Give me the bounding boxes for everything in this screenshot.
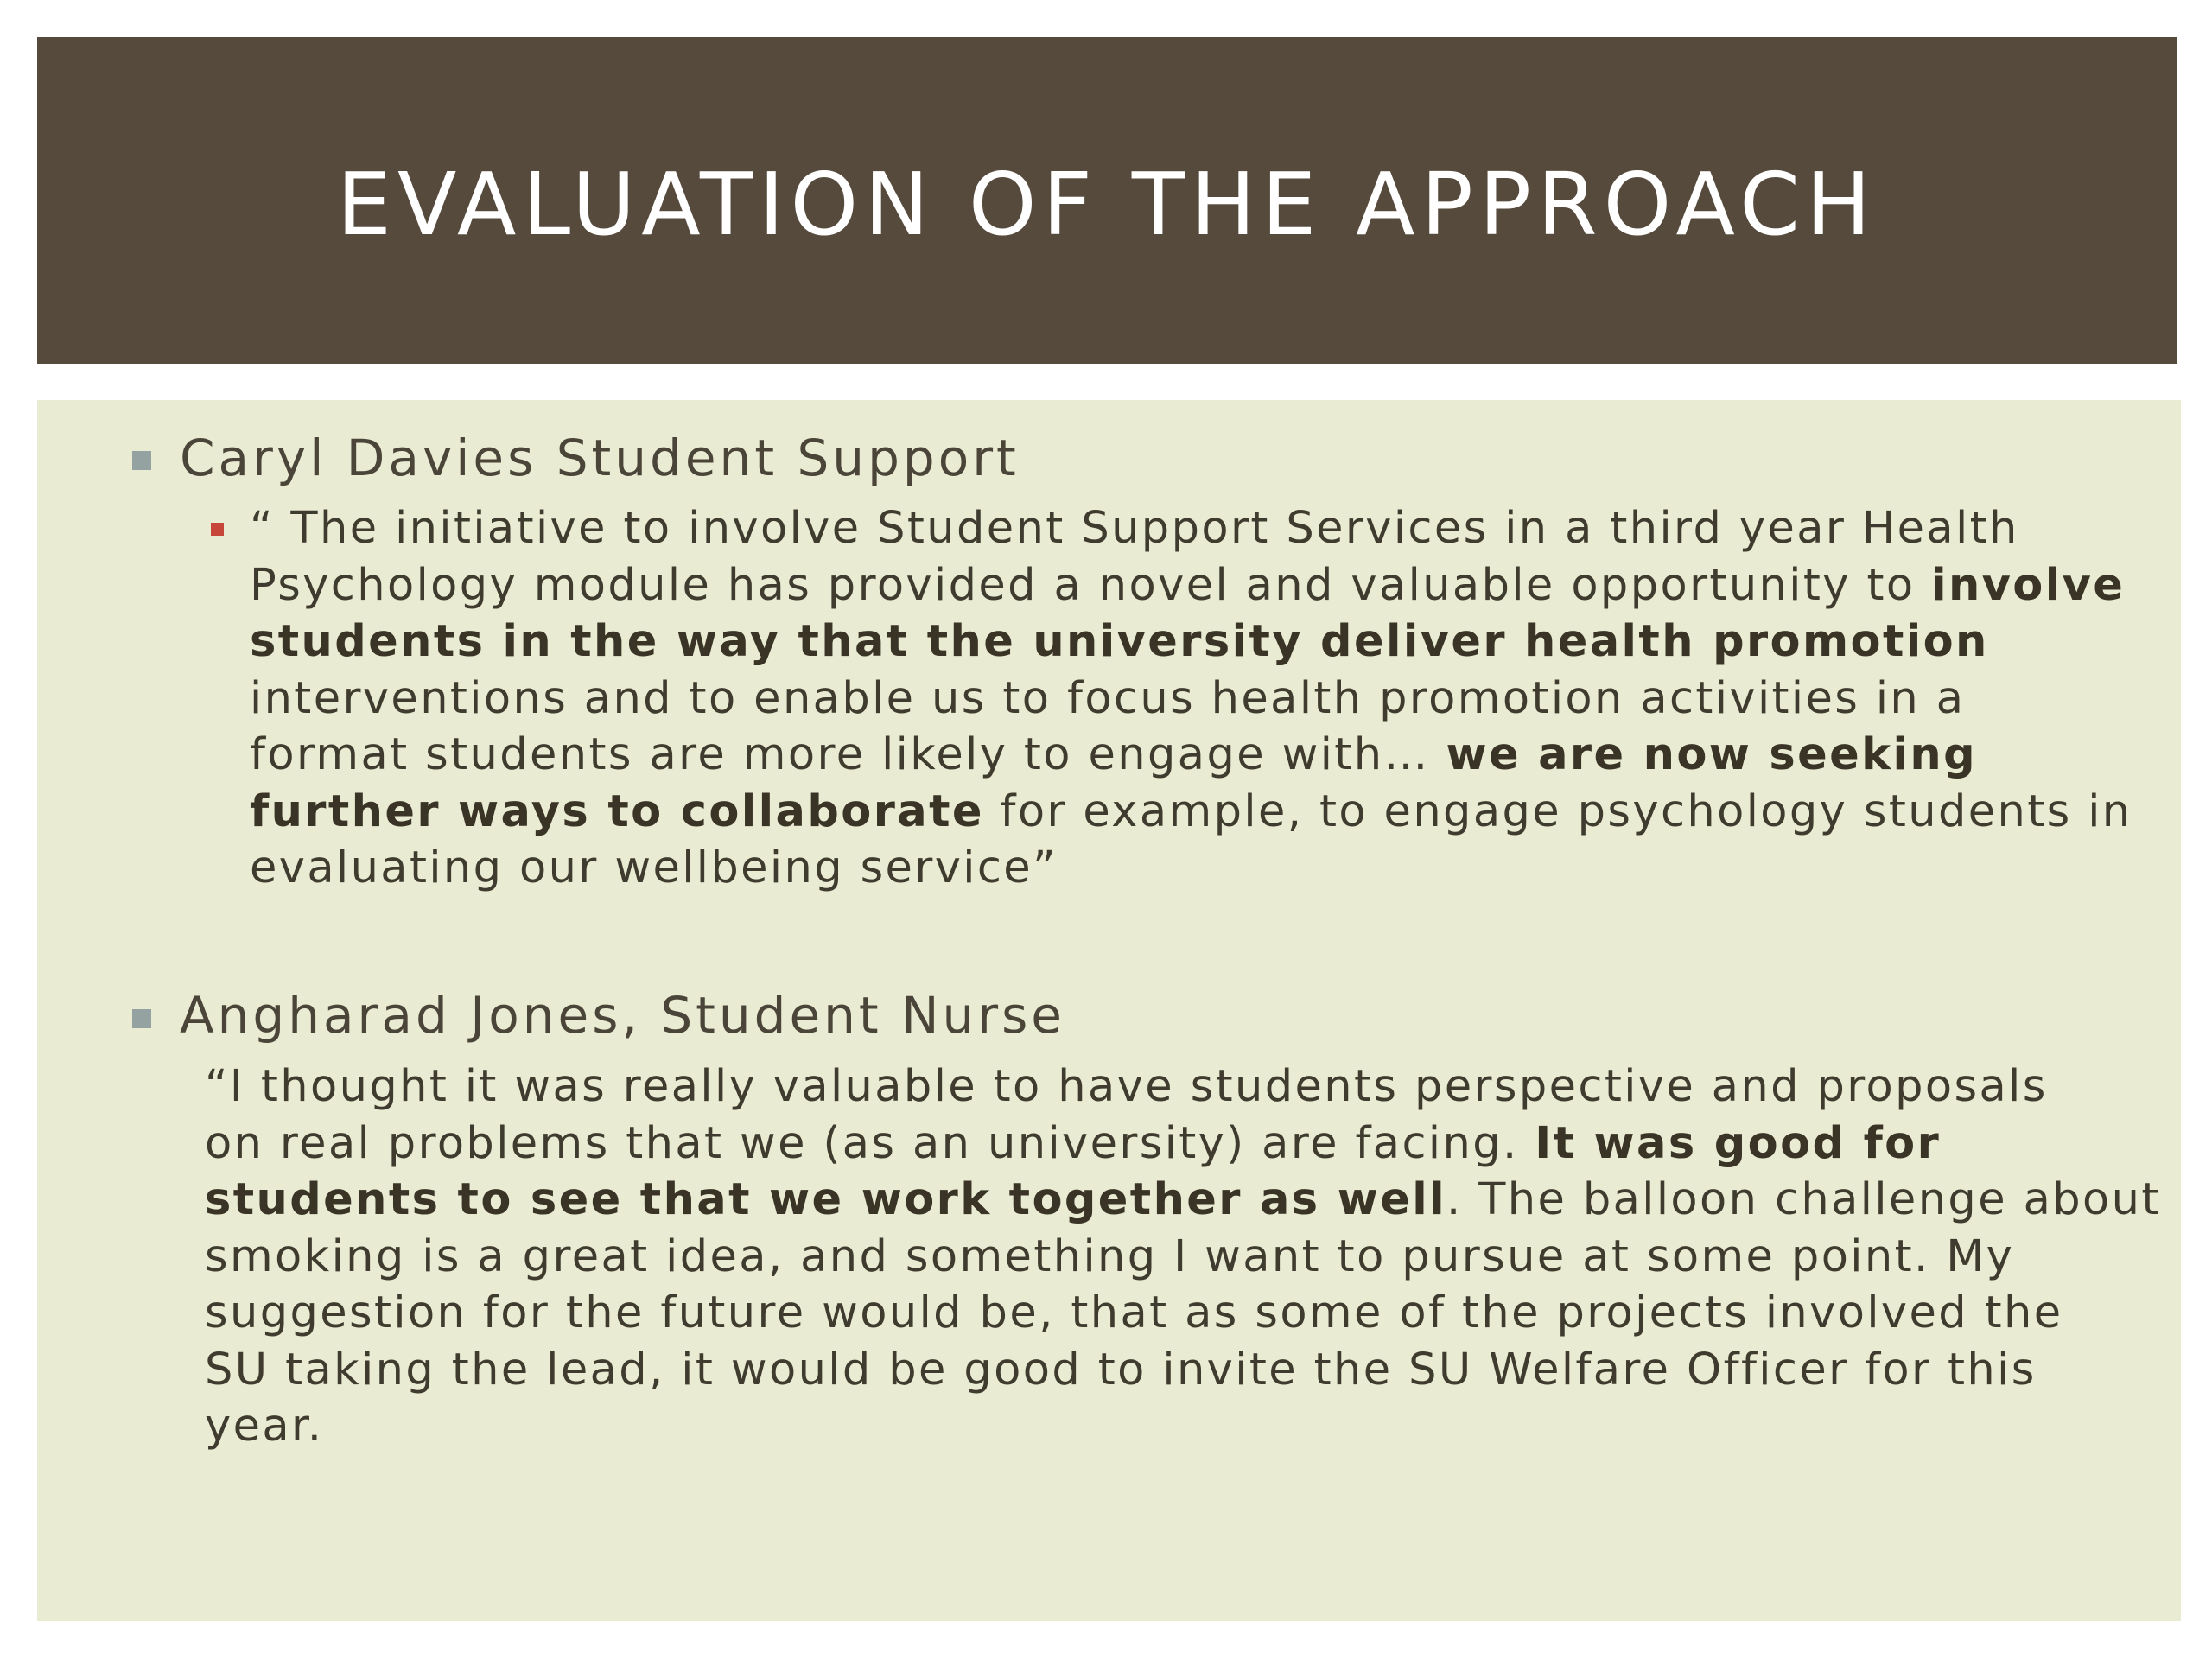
quote-text: evaluating our wellbeing service” (250, 842, 1058, 893)
bullet-square-icon (132, 1009, 151, 1028)
quote-angharad-jones (205, 1058, 2161, 1455)
content-panel (37, 400, 2181, 1621)
quote-emphasis: It was good for (1535, 1117, 1942, 1169)
quote-line (250, 613, 2133, 671)
quote-line (205, 1058, 2161, 1116)
quote-text: “I thought it was really valuable to have students perspective and proposals (205, 1061, 2048, 1112)
quote-line (205, 1285, 2161, 1342)
quote-line (250, 840, 2133, 897)
quote-text: on real problems that we (as an university) are facing. (205, 1117, 1535, 1169)
quote-emphasis: further ways to collaborate (250, 785, 984, 837)
quote-emphasis: we are now seeking (1446, 729, 1977, 780)
quote-text: year. (205, 1401, 324, 1452)
bullet-square-icon (132, 451, 151, 470)
slide-title: EVALUATION OF THE APPROACH (336, 153, 1878, 255)
quote-emphasis: involve (1931, 559, 2126, 611)
quote-line (205, 1116, 2161, 1173)
title-bar (37, 37, 2177, 364)
quote-emphasis: students to see that we work together as well (205, 1174, 1446, 1225)
quote-line (250, 500, 2133, 557)
quote-line (250, 671, 2133, 728)
quote-caryl-davies (250, 500, 2133, 897)
quote-text: smoking is a great idea, and something I want to pursue at some point. My (205, 1230, 2015, 1282)
quote-line (205, 1229, 2161, 1286)
quote-text: interventions and to enable us to focus health promotion activities in a (250, 672, 1966, 724)
quote-text: for example, to engage psychology students in (983, 785, 2133, 837)
quote-text: “ The initiative to involve Student Support Services in a third year Health (250, 503, 2019, 554)
quote-emphasis: students in the way that the university deliver health promotion (250, 616, 1989, 667)
quote-line (205, 1172, 2161, 1229)
quote-line (250, 557, 2133, 614)
quote-line (205, 1342, 2161, 1399)
quote-text: . The balloon challenge about (1446, 1174, 2161, 1225)
quote-text: format students are more likely to engage with… (250, 729, 1446, 780)
quote-text: suggestion for the future would be, that as some of the projects involved the (205, 1287, 2063, 1338)
quote-text: SU taking the lead, it would be good to invite the SU Welfare Officer for this (205, 1344, 2037, 1395)
quote-line (250, 727, 2133, 784)
sub-bullet-square-icon (211, 523, 224, 536)
quote-line (205, 1398, 2161, 1455)
slide-content (37, 400, 2181, 1621)
speaker-caryl-davies: Caryl Davies Student Support (180, 429, 1020, 487)
quote-line (250, 784, 2133, 841)
speaker-angharad-jones: Angharad Jones, Student Nurse (180, 986, 1065, 1045)
quote-text: Psychology module has provided a novel and valuable opportunity to (250, 559, 1932, 611)
